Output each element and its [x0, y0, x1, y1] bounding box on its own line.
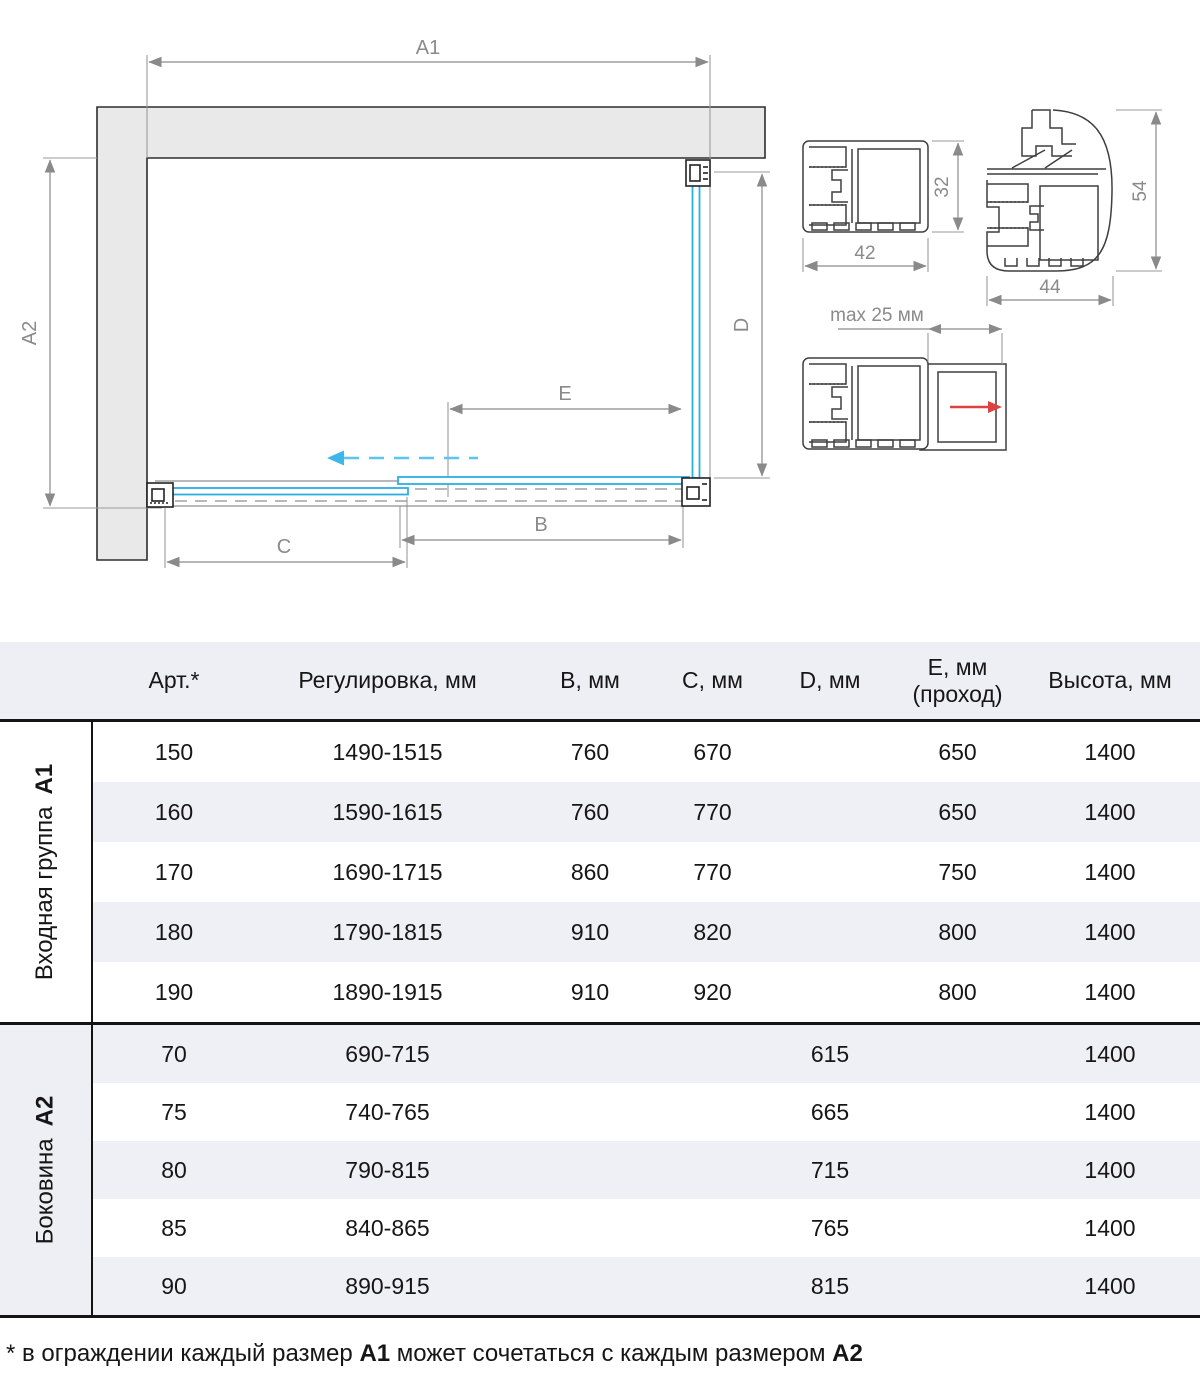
group-a2-rows — [93, 1025, 1200, 1315]
table-row — [93, 842, 1200, 902]
table-cell: 650 — [938, 798, 977, 825]
table-cell: 760 — [570, 738, 610, 765]
table-cell: 1400 — [1084, 798, 1136, 825]
technical-drawing — [0, 0, 1200, 642]
plan-view — [19, 37, 770, 568]
table-cell: 1590-1615 — [332, 798, 443, 825]
table-row — [93, 1141, 1200, 1199]
table-row — [93, 1257, 1200, 1315]
table-cell: 770 — [693, 798, 732, 825]
table-cell: 800 — [938, 918, 977, 945]
table-cell: 1400 — [1084, 1214, 1136, 1241]
table-cell: 765 — [810, 1214, 850, 1241]
table-cell: 1400 — [1084, 738, 1136, 765]
footnote-part1: в ограждении каждый размер — [22, 1340, 353, 1367]
table-cell: 910 — [570, 978, 610, 1005]
table-body — [0, 719, 1200, 1318]
table-cell: 860 — [570, 858, 610, 885]
table-cell: 910 — [570, 918, 610, 945]
dim-e-label: E — [558, 383, 572, 405]
table-cell: 90 — [161, 1272, 187, 1299]
table-cell: 1400 — [1084, 858, 1136, 885]
header-cell-d: D, мм — [799, 667, 861, 694]
footnote — [6, 1340, 1200, 1368]
profile1-height-label: 32 — [932, 176, 953, 198]
dim-c-label: C — [276, 536, 292, 558]
glass-fixed-panel — [398, 477, 689, 484]
table-cell: 150 — [154, 738, 194, 765]
table-cell: 615 — [810, 1040, 850, 1067]
table-row — [93, 782, 1200, 842]
group-label-a2 — [0, 1025, 93, 1315]
table-cell: 800 — [938, 978, 977, 1005]
table-cell: 1400 — [1084, 1098, 1136, 1125]
profile2-width-label: 44 — [1039, 277, 1061, 298]
corner-bracket-bottom-right — [682, 478, 710, 506]
dim-d-label: D — [731, 317, 753, 333]
group-label-a2-code: А2 — [31, 1095, 59, 1127]
wall-bracket-bottom-left — [147, 483, 173, 507]
dim-b-label: B — [534, 514, 548, 536]
profile1-width-label: 42 — [854, 243, 876, 264]
extension-max-label: max 25 мм — [830, 305, 924, 326]
table-cell: 920 — [693, 978, 732, 1005]
footnote-a2: А2 — [832, 1340, 863, 1367]
table-cell: 1790-1815 — [332, 918, 443, 945]
footnote-a1: А1 — [359, 1340, 391, 1367]
glass-side-panel — [693, 183, 700, 478]
header-cell-height: Высота, мм — [1048, 667, 1172, 694]
table-cell: 190 — [154, 978, 194, 1005]
table-cell: 1400 — [1084, 1040, 1136, 1067]
table-row — [93, 722, 1200, 782]
table-cell: 80 — [161, 1156, 187, 1183]
table-cell: 840-865 — [345, 1214, 430, 1241]
wall-bracket-top — [686, 160, 710, 186]
table-cell: 1400 — [1084, 918, 1136, 945]
group-label-a1-text: Входная группа — [31, 806, 59, 981]
door-slide-arrow — [327, 451, 478, 466]
table-cell: 1400 — [1084, 1272, 1136, 1299]
table-cell: 750 — [938, 858, 977, 885]
header-cell-c: C, мм — [681, 667, 743, 694]
profile-extension — [803, 358, 1006, 450]
table-cell: 75 — [161, 1098, 187, 1125]
dim-a2-label: A2 — [19, 320, 41, 346]
table-cell: 160 — [154, 798, 194, 825]
table-cell: 770 — [693, 858, 732, 885]
group-label-a2-text: Боковина — [31, 1138, 59, 1245]
header-cell-reg: Регулировка, мм — [298, 667, 477, 694]
header-cell-b: B, мм — [560, 667, 620, 694]
table-group-a2 — [0, 1022, 1200, 1315]
spec-table — [0, 642, 1200, 1318]
header-cell-e-line2: (проход) — [912, 680, 1003, 707]
table-cell: 70 — [161, 1040, 187, 1067]
table-cell: 650 — [938, 738, 977, 765]
group-label-a1 — [0, 722, 93, 1022]
table-cell: 820 — [693, 918, 732, 945]
profile-44x54 — [987, 110, 1112, 271]
table-cell: 790-815 — [345, 1156, 430, 1183]
table-cell: 180 — [154, 918, 194, 945]
table-cell: 1690-1715 — [332, 858, 443, 885]
group-label-a1-code: А1 — [31, 763, 59, 795]
header-cell-art: Арт.* — [148, 667, 200, 694]
table-cell: 1890-1915 — [332, 978, 443, 1005]
table-row — [93, 1199, 1200, 1257]
table-cell: 815 — [810, 1272, 850, 1299]
table-cell: 665 — [810, 1098, 850, 1125]
table-cell: 1490-1515 — [332, 738, 443, 765]
table-cell: 715 — [810, 1156, 850, 1183]
profile-42x32 — [803, 141, 928, 232]
table-row — [93, 1083, 1200, 1141]
table-group-a1 — [0, 722, 1200, 1022]
table-header — [0, 642, 1200, 719]
profile2-height-label: 54 — [1130, 180, 1151, 202]
table-cell: 690-715 — [345, 1040, 430, 1067]
table-cell: 670 — [693, 738, 732, 765]
group-a1-rows — [93, 722, 1200, 1022]
table-row — [93, 902, 1200, 962]
table-row — [93, 1025, 1200, 1083]
table-cell: 890-915 — [345, 1272, 430, 1299]
header-cell-e-line1: E, мм — [927, 654, 988, 681]
dim-a1-label: A1 — [415, 37, 441, 59]
table-row — [93, 962, 1200, 1022]
table-cell: 1400 — [1084, 978, 1136, 1005]
table-cell: 85 — [161, 1214, 187, 1241]
header-cell-e — [895, 654, 1020, 707]
footnote-part2: может сочетаться с каждым размером — [396, 1340, 826, 1367]
table-cell: 760 — [570, 798, 610, 825]
table-cell: 1400 — [1084, 1156, 1136, 1183]
table-cell: 170 — [154, 858, 194, 885]
table-cell: 740-765 — [345, 1098, 430, 1125]
footnote-star: * — [6, 1340, 16, 1367]
glass-door-panel — [166, 488, 408, 495]
